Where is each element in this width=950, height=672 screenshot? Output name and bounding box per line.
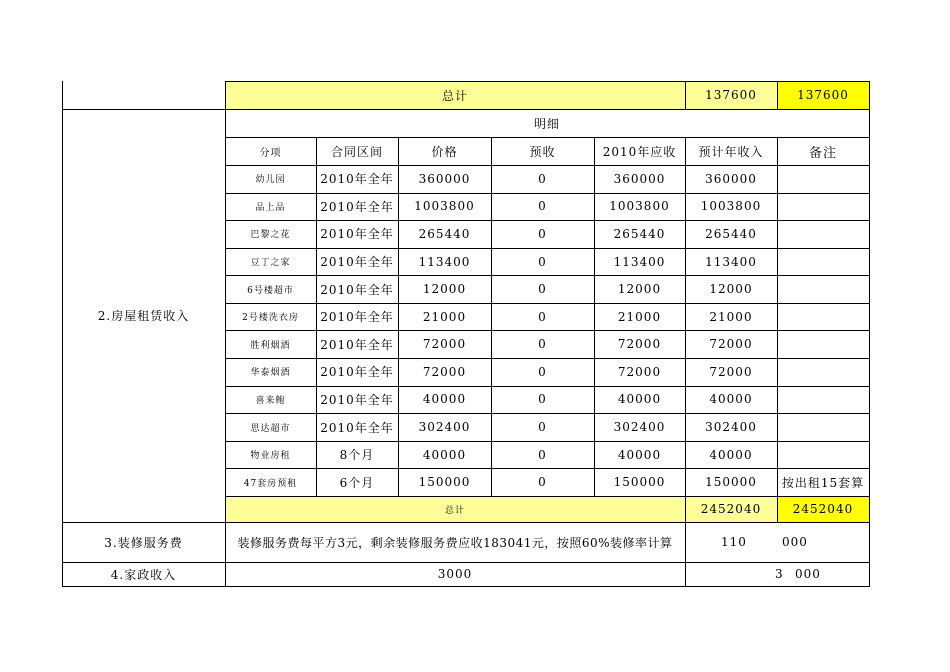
row-price: 1003800 bbox=[414, 199, 475, 214]
row-item-cell bbox=[225, 330, 316, 358]
row-receivable: 150000 bbox=[613, 475, 666, 490]
row-receivable: 265440 bbox=[613, 226, 666, 241]
row-item: 豆丁之家 bbox=[250, 258, 291, 269]
row-price-cell bbox=[398, 358, 491, 386]
row-item: 品上品 bbox=[255, 202, 286, 213]
row-receivable-cell bbox=[594, 441, 685, 469]
grid-line bbox=[225, 165, 870, 166]
row-note-cell bbox=[777, 441, 869, 469]
row-prepaid-cell bbox=[491, 358, 594, 386]
row-item: 巴黎之花 bbox=[250, 230, 291, 241]
grid-line bbox=[62, 109, 870, 110]
row-receivable: 113400 bbox=[613, 254, 666, 269]
top-total-value2-cell bbox=[777, 81, 869, 109]
section2-total-label: 总计 bbox=[444, 505, 465, 516]
top-total-label: 总计 bbox=[441, 88, 468, 103]
row-annual-cell bbox=[685, 220, 777, 248]
row-period-cell bbox=[316, 413, 398, 441]
grid-line bbox=[225, 496, 870, 497]
row-prepaid-cell bbox=[491, 386, 594, 414]
row-note-cell bbox=[777, 468, 869, 496]
row-item-cell bbox=[225, 413, 316, 441]
row-receivable: 360000 bbox=[613, 171, 666, 186]
section2-total-value2: 2452040 bbox=[792, 502, 854, 516]
grid-line bbox=[594, 137, 595, 497]
row-receivable-cell bbox=[594, 358, 685, 386]
row-item-cell bbox=[225, 441, 316, 469]
grid-line bbox=[62, 522, 870, 523]
row-annual-cell bbox=[685, 358, 777, 386]
row-prepaid-cell bbox=[491, 275, 594, 303]
row-receivable-cell bbox=[594, 413, 685, 441]
row-period-cell bbox=[316, 441, 398, 469]
row-note-cell bbox=[777, 413, 869, 441]
row-price: 40000 bbox=[422, 447, 467, 462]
row-period: 2010年全年 bbox=[320, 420, 394, 435]
row-price-cell bbox=[398, 468, 491, 496]
row-item: 2号楼洗衣房 bbox=[242, 313, 299, 324]
grid-line bbox=[225, 441, 870, 442]
grid-line bbox=[316, 137, 317, 497]
row-annual: 1003800 bbox=[700, 199, 762, 214]
header-prepaid: 预收 bbox=[529, 144, 556, 159]
row-price-cell bbox=[398, 386, 491, 414]
grid-line bbox=[225, 220, 870, 221]
section3-title-cell bbox=[62, 522, 225, 562]
row-price-cell bbox=[398, 413, 491, 441]
grid-line bbox=[225, 413, 870, 414]
section4-title: 4.家政收入 bbox=[110, 567, 177, 582]
row-price-cell bbox=[398, 193, 491, 221]
row-receivable-cell bbox=[594, 220, 685, 248]
row-receivable: 72000 bbox=[617, 337, 662, 352]
row-note-cell bbox=[777, 248, 869, 276]
section2-total-value1: 2452040 bbox=[700, 502, 762, 516]
row-period: 2010年全年 bbox=[320, 282, 394, 297]
row-annual-cell bbox=[685, 165, 777, 193]
row-price-cell bbox=[398, 220, 491, 248]
row-period-cell bbox=[316, 275, 398, 303]
row-annual: 113400 bbox=[705, 254, 757, 269]
row-price-cell bbox=[398, 330, 491, 358]
top-total-label-cell bbox=[225, 81, 685, 109]
row-note-cell bbox=[777, 165, 869, 193]
row-prepaid-cell bbox=[491, 468, 594, 496]
row-period-cell bbox=[316, 248, 398, 276]
row-annual: 21000 bbox=[709, 309, 753, 324]
row-price: 21000 bbox=[422, 309, 467, 324]
row-period: 2010年全年 bbox=[320, 172, 394, 187]
row-item-cell bbox=[225, 303, 316, 331]
section3-value-cell bbox=[685, 522, 869, 562]
header-period: 合同区间 bbox=[330, 144, 383, 159]
row-prepaid-cell bbox=[491, 193, 594, 221]
section3-title: 3.装修服务费 bbox=[104, 535, 183, 550]
row-price: 72000 bbox=[422, 364, 467, 379]
header-receivable: 2010年应收 bbox=[602, 144, 677, 159]
row-annual: 40000 bbox=[709, 392, 753, 407]
section3-description: 装修服务费每平方3元，剩余装修服务费应收183041元，按照60%装修率计算 bbox=[237, 535, 673, 550]
section2-total-value1-cell bbox=[685, 496, 777, 522]
row-price: 360000 bbox=[418, 171, 471, 186]
row-prepaid-cell bbox=[491, 413, 594, 441]
row-receivable: 40000 bbox=[617, 447, 662, 462]
row-prepaid: 0 bbox=[538, 475, 547, 490]
row-annual: 302400 bbox=[705, 420, 757, 434]
row-price: 150000 bbox=[418, 475, 471, 490]
row-annual: 72000 bbox=[709, 364, 753, 379]
row-price: 302400 bbox=[418, 420, 471, 434]
row-annual-cell bbox=[685, 330, 777, 358]
grid-line bbox=[62, 586, 870, 587]
row-annual: 150000 bbox=[705, 475, 757, 490]
section2-title: 2.房屋租赁收入 bbox=[97, 309, 190, 323]
grid-line bbox=[398, 137, 399, 497]
section2-title-cell bbox=[62, 109, 225, 522]
row-period: 2010年全年 bbox=[320, 392, 394, 407]
row-price: 40000 bbox=[422, 392, 467, 407]
grid-line bbox=[225, 386, 870, 387]
row-period: 6个月 bbox=[339, 475, 375, 490]
section3-value-part2: 000 bbox=[782, 535, 808, 549]
row-period-cell bbox=[316, 358, 398, 386]
detail-title: 明细 bbox=[533, 116, 560, 131]
row-price: 72000 bbox=[422, 337, 467, 352]
grid-line bbox=[869, 81, 870, 587]
section4-value: 3000 bbox=[437, 567, 473, 581]
grid-line bbox=[225, 248, 870, 249]
row-prepaid: 0 bbox=[538, 254, 547, 269]
section3-description-cell bbox=[225, 522, 685, 562]
row-prepaid-cell bbox=[491, 330, 594, 358]
row-annual-cell bbox=[685, 441, 777, 469]
row-item: 47套房预租 bbox=[243, 478, 298, 489]
row-annual-cell bbox=[685, 275, 777, 303]
grid-line bbox=[777, 81, 778, 110]
row-period-cell bbox=[316, 386, 398, 414]
grid-line bbox=[685, 81, 686, 110]
row-prepaid-cell bbox=[491, 165, 594, 193]
grid-line bbox=[225, 468, 870, 469]
section4-annual-part2: 000 bbox=[795, 567, 821, 581]
row-receivable-cell bbox=[594, 165, 685, 193]
header-item: 分项 bbox=[259, 147, 282, 159]
row-receivable: 72000 bbox=[617, 364, 662, 379]
row-item-cell bbox=[225, 468, 316, 496]
row-period: 2010年全年 bbox=[320, 199, 394, 214]
row-annual: 265440 bbox=[705, 226, 757, 241]
row-note-cell bbox=[777, 193, 869, 221]
top-total-value1-cell bbox=[685, 81, 777, 109]
row-prepaid: 0 bbox=[538, 226, 547, 241]
row-prepaid: 0 bbox=[538, 171, 547, 186]
row-item: 喜来鲍 bbox=[255, 395, 286, 406]
grid-line bbox=[62, 562, 870, 563]
grid-line bbox=[491, 137, 492, 497]
grid-line bbox=[685, 137, 686, 587]
row-receivable-cell bbox=[594, 248, 685, 276]
row-price-cell bbox=[398, 303, 491, 331]
row-price-cell bbox=[398, 248, 491, 276]
row-item-cell bbox=[225, 275, 316, 303]
row-item: 幼儿园 bbox=[255, 175, 286, 186]
row-annual-cell bbox=[685, 386, 777, 414]
row-item-cell bbox=[225, 386, 316, 414]
grid-line bbox=[225, 193, 870, 194]
header-price: 价格 bbox=[431, 144, 458, 159]
row-receivable: 40000 bbox=[617, 392, 662, 407]
grid-line bbox=[225, 303, 870, 304]
row-prepaid: 0 bbox=[538, 364, 547, 379]
detail-title-cell bbox=[225, 109, 869, 137]
row-period: 2010年全年 bbox=[320, 255, 394, 270]
row-prepaid: 0 bbox=[538, 420, 547, 434]
row-note-cell bbox=[777, 220, 869, 248]
section4-title-cell bbox=[62, 562, 225, 586]
row-period: 2010年全年 bbox=[320, 310, 394, 325]
row-item-cell bbox=[225, 165, 316, 193]
row-price-cell bbox=[398, 441, 491, 469]
row-item-cell bbox=[225, 358, 316, 386]
top-total-value1: 137600 bbox=[705, 88, 757, 102]
row-item: 华泰烟酒 bbox=[250, 368, 291, 379]
row-item: 胜利烟酒 bbox=[250, 340, 291, 351]
row-note: 按出租15套算 bbox=[781, 475, 865, 490]
row-receivable: 12000 bbox=[617, 282, 662, 297]
row-receivable: 302400 bbox=[613, 420, 666, 434]
row-prepaid-cell bbox=[491, 303, 594, 331]
row-annual: 72000 bbox=[709, 337, 753, 352]
row-period-cell bbox=[316, 193, 398, 221]
row-item-cell bbox=[225, 193, 316, 221]
row-prepaid-cell bbox=[491, 441, 594, 469]
row-prepaid-cell bbox=[491, 220, 594, 248]
row-annual: 12000 bbox=[709, 282, 753, 297]
header-annual: 预计年收入 bbox=[698, 144, 764, 159]
row-note-cell bbox=[777, 386, 869, 414]
row-annual-cell bbox=[685, 468, 777, 496]
row-price-cell bbox=[398, 165, 491, 193]
grid-line bbox=[225, 137, 870, 138]
section2-total-label-cell bbox=[225, 496, 685, 522]
row-prepaid: 0 bbox=[538, 199, 547, 214]
grid-line bbox=[225, 330, 870, 331]
row-prepaid: 0 bbox=[538, 337, 547, 352]
row-period-cell bbox=[316, 468, 398, 496]
row-annual-cell bbox=[685, 303, 777, 331]
grid-line bbox=[777, 137, 778, 523]
row-receivable-cell bbox=[594, 386, 685, 414]
section4-value-cell bbox=[225, 562, 685, 586]
row-item: 思达超市 bbox=[250, 423, 291, 434]
header-note: 备注 bbox=[808, 145, 837, 161]
row-period: 2010年全年 bbox=[320, 227, 394, 242]
row-price: 265440 bbox=[418, 226, 471, 241]
row-annual-cell bbox=[685, 248, 777, 276]
row-receivable-cell bbox=[594, 468, 685, 496]
row-period: 2010年全年 bbox=[320, 337, 394, 352]
grid-line bbox=[225, 81, 870, 82]
row-price: 113400 bbox=[418, 254, 471, 269]
row-note-cell bbox=[777, 275, 869, 303]
row-item: 6号楼超市 bbox=[247, 285, 294, 296]
row-annual-cell bbox=[685, 193, 777, 221]
section2-total-value2-cell bbox=[777, 496, 869, 522]
row-receivable: 1003800 bbox=[609, 199, 670, 214]
section4-annual-part1: 3 bbox=[775, 567, 784, 581]
row-annual: 40000 bbox=[709, 447, 753, 462]
row-receivable: 21000 bbox=[617, 309, 662, 324]
row-period-cell bbox=[316, 330, 398, 358]
grid-line bbox=[225, 358, 870, 359]
grid-line bbox=[225, 81, 226, 587]
row-receivable-cell bbox=[594, 303, 685, 331]
row-receivable-cell bbox=[594, 275, 685, 303]
row-period-cell bbox=[316, 303, 398, 331]
row-period-cell bbox=[316, 220, 398, 248]
row-item-cell bbox=[225, 248, 316, 276]
row-prepaid: 0 bbox=[538, 282, 547, 297]
row-period-cell bbox=[316, 165, 398, 193]
row-price: 12000 bbox=[422, 282, 467, 297]
grid-line bbox=[62, 81, 63, 587]
row-receivable-cell bbox=[594, 330, 685, 358]
row-period: 2010年全年 bbox=[320, 365, 394, 380]
row-period: 8个月 bbox=[339, 448, 375, 463]
section3-value-part1: 110 bbox=[721, 535, 747, 549]
section4-annual-cell bbox=[685, 562, 869, 586]
top-total-value2: 137600 bbox=[797, 88, 849, 102]
row-note-cell bbox=[777, 330, 869, 358]
row-item-cell bbox=[225, 220, 316, 248]
row-annual: 360000 bbox=[705, 171, 757, 186]
row-price-cell bbox=[398, 275, 491, 303]
row-note-cell bbox=[777, 303, 869, 331]
row-prepaid: 0 bbox=[538, 447, 547, 462]
row-note-cell bbox=[777, 358, 869, 386]
row-prepaid: 0 bbox=[538, 392, 547, 407]
row-receivable-cell bbox=[594, 193, 685, 221]
row-annual-cell bbox=[685, 413, 777, 441]
grid-line bbox=[225, 275, 870, 276]
row-prepaid-cell bbox=[491, 248, 594, 276]
row-prepaid: 0 bbox=[538, 309, 547, 324]
row-item: 物业房租 bbox=[250, 451, 291, 462]
